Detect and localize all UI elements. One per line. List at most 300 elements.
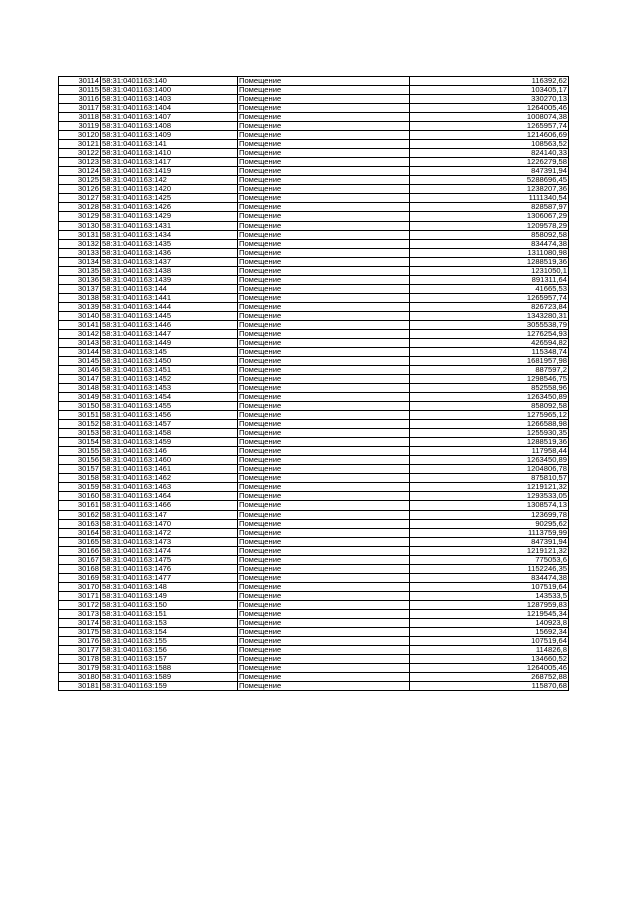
cadastral-value-cell: 858092,58 [410,402,569,411]
table-row [59,537,569,546]
table-row [59,519,569,528]
row-number-cell: 30164 [59,528,101,537]
table-row [59,356,569,365]
cadastral-value-cell: 1238207,36 [410,185,569,194]
object-type-cell: Помещение [238,682,410,691]
cadastral-value-cell: 828587,97 [410,203,569,212]
cadastral-number-cell: 58:31:0401163:1446 [101,320,238,329]
table-row [59,411,569,420]
row-number-cell: 30162 [59,510,101,519]
cadastral-value-cell: 1288519,36 [410,438,569,447]
cadastral-value-cell: 1204806,78 [410,465,569,474]
cadastral-number-cell: 58:31:0401163:150 [101,600,238,609]
cadastral-number-cell: 58:31:0401163:1431 [101,221,238,230]
cadastral-number-cell: 58:31:0401163:159 [101,682,238,691]
row-number-cell: 30144 [59,347,101,356]
cadastral-value-cell: 107519,64 [410,636,569,645]
object-type-cell: Помещение [238,113,410,122]
cadastral-value-cell: 1293533,05 [410,492,569,501]
table-row [59,302,569,311]
table-row [59,492,569,501]
row-number-cell: 30125 [59,176,101,185]
row-number-cell: 30158 [59,474,101,483]
cadastral-number-cell: 58:31:0401163:1475 [101,555,238,564]
cadastral-number-cell: 58:31:0401163:1435 [101,239,238,248]
cadastral-number-cell: 58:31:0401163:1466 [101,501,238,510]
row-number-cell: 30174 [59,618,101,627]
row-number-cell: 30149 [59,393,101,402]
table-row [59,618,569,627]
table-row [59,257,569,266]
cadastral-number-cell: 58:31:0401163:155 [101,636,238,645]
row-number-cell: 30139 [59,302,101,311]
cadastral-value-cell: 143533,5 [410,591,569,600]
cadastral-value-cell: 1275965,12 [410,411,569,420]
table-row [59,591,569,600]
cadastral-value-cell: 1214606,69 [410,131,569,140]
cadastral-value-cell: 1263450,89 [410,456,569,465]
table-row [59,375,569,384]
table-row [59,447,569,456]
row-number-cell: 30154 [59,438,101,447]
cadastral-value-cell: 115870,68 [410,682,569,691]
cadastral-number-cell: 58:31:0401163:1476 [101,564,238,573]
cadastral-value-cell: 834474,38 [410,239,569,248]
row-number-cell: 30126 [59,185,101,194]
cadastral-value-cell: 875810,57 [410,474,569,483]
cadastral-value-cell: 1113759,99 [410,528,569,537]
object-type-cell: Помещение [238,239,410,248]
object-type-cell: Помещение [238,366,410,375]
table-row [59,77,569,86]
object-type-cell: Помещение [238,627,410,636]
cadastral-number-cell: 58:31:0401163:153 [101,618,238,627]
object-type-cell: Помещение [238,185,410,194]
table-row [59,311,569,320]
cadastral-number-cell: 58:31:0401163:1404 [101,104,238,113]
table-row [59,510,569,519]
cadastral-number-cell: 58:31:0401163:1449 [101,338,238,347]
object-type-cell: Помещение [238,212,410,221]
cadastral-number-cell: 58:31:0401163:1417 [101,158,238,167]
cadastral-number-cell: 58:31:0401163:1451 [101,366,238,375]
object-type-cell: Помещение [238,257,410,266]
object-type-cell: Помещение [238,293,410,302]
object-type-cell: Помещение [238,176,410,185]
row-number-cell: 30176 [59,636,101,645]
cadastral-value-cell: 834474,38 [410,573,569,582]
row-number-cell: 30130 [59,221,101,230]
cadastral-number-cell: 58:31:0401163:156 [101,645,238,654]
cadastral-number-cell: 58:31:0401163:1459 [101,438,238,447]
table-row [59,338,569,347]
object-type-cell: Помещение [238,438,410,447]
object-type-cell: Помещение [238,636,410,645]
cadastral-value-cell: 1263450,89 [410,393,569,402]
table-row [59,113,569,122]
object-type-cell: Помещение [238,393,410,402]
cadastral-value-cell: 891311,64 [410,275,569,284]
cadastral-number-cell: 58:31:0401163:1461 [101,465,238,474]
object-type-cell: Помещение [238,573,410,582]
cadastral-number-cell: 58:31:0401163:1441 [101,293,238,302]
cadastral-number-cell: 58:31:0401163:141 [101,140,238,149]
cadastral-value-cell: 15692,34 [410,627,569,636]
cadastral-number-cell: 58:31:0401163:1410 [101,149,238,158]
object-type-cell: Помещение [238,149,410,158]
table-row [59,221,569,230]
table-row [59,429,569,438]
object-type-cell: Помещение [238,645,410,654]
object-type-cell: Помещение [238,420,410,429]
cadastral-number-cell: 58:31:0401163:1437 [101,257,238,266]
cadastral-number-cell: 58:31:0401163:1447 [101,329,238,338]
cadastral-value-cell: 123699,78 [410,510,569,519]
object-type-cell: Помещение [238,447,410,456]
object-type-cell: Помещение [238,655,410,664]
object-type-cell: Помещение [238,338,410,347]
cadastral-number-cell: 58:31:0401163:157 [101,655,238,664]
object-type-cell: Помещение [238,275,410,284]
cadastral-number-cell: 58:31:0401163:151 [101,609,238,618]
table-row [59,131,569,140]
row-number-cell: 30135 [59,266,101,275]
object-type-cell: Помещение [238,311,410,320]
cadastral-value-cell: 1343280,31 [410,311,569,320]
object-type-cell: Помещение [238,582,410,591]
object-type-cell: Помещение [238,483,410,492]
table-row [59,86,569,95]
row-number-cell: 30147 [59,375,101,384]
cadastral-number-cell: 58:31:0401163:1409 [101,131,238,140]
table-row [59,609,569,618]
object-type-cell: Помещение [238,456,410,465]
table-row [59,140,569,149]
row-number-cell: 30150 [59,402,101,411]
cadastral-number-cell: 58:31:0401163:1463 [101,483,238,492]
cadastral-value-table [58,76,569,691]
cadastral-value-cell: 117958,44 [410,447,569,456]
table-row [59,203,569,212]
row-number-cell: 30146 [59,366,101,375]
object-type-cell: Помещение [238,302,410,311]
row-number-cell: 30153 [59,429,101,438]
object-type-cell: Помещение [238,347,410,356]
row-number-cell: 30157 [59,465,101,474]
cadastral-number-cell: 58:31:0401163:1444 [101,302,238,311]
cadastral-value-cell: 1266588,98 [410,420,569,429]
cadastral-number-cell: 58:31:0401163:1473 [101,537,238,546]
cadastral-number-cell: 58:31:0401163:154 [101,627,238,636]
table-row [59,483,569,492]
row-number-cell: 30136 [59,275,101,284]
row-number-cell: 30169 [59,573,101,582]
cadastral-value-cell: 3055538,79 [410,320,569,329]
table-row [59,239,569,248]
object-type-cell: Помещение [238,86,410,95]
cadastral-number-cell: 58:31:0401163:1408 [101,122,238,131]
row-number-cell: 30120 [59,131,101,140]
table-row [59,347,569,356]
cadastral-number-cell: 58:31:0401163:1420 [101,185,238,194]
row-number-cell: 30175 [59,627,101,636]
cadastral-value-cell: 5288696,45 [410,176,569,185]
cadastral-value-cell: 426594,82 [410,338,569,347]
row-number-cell: 30177 [59,645,101,654]
table-row [59,474,569,483]
cadastral-value-cell: 108563,52 [410,140,569,149]
cadastral-number-cell: 58:31:0401163:1470 [101,519,238,528]
cadastral-value-cell: 107519,64 [410,582,569,591]
row-number-cell: 30148 [59,384,101,393]
cadastral-number-cell: 58:31:0401163:1474 [101,546,238,555]
cadastral-number-cell: 58:31:0401163:1425 [101,194,238,203]
cadastral-number-cell: 58:31:0401163:144 [101,284,238,293]
cadastral-number-cell: 58:31:0401163:1453 [101,384,238,393]
table-row [59,546,569,555]
cadastral-value-cell: 1209578,29 [410,221,569,230]
cadastral-value-cell: 268752,88 [410,673,569,682]
cadastral-number-cell: 58:31:0401163:1436 [101,248,238,257]
object-type-cell: Помещение [238,492,410,501]
cadastral-value-cell: 1219121,32 [410,546,569,555]
object-type-cell: Помещение [238,203,410,212]
cadastral-value-cell: 847391,94 [410,167,569,176]
cadastral-value-cell: 1111340,54 [410,194,569,203]
cadastral-value-cell: 90295,62 [410,519,569,528]
cadastral-value-cell: 114826,8 [410,645,569,654]
object-type-cell: Помещение [238,77,410,86]
cadastral-value-cell: 887597,2 [410,366,569,375]
cadastral-value-cell: 1226279,58 [410,158,569,167]
cadastral-number-cell: 58:31:0401163:1419 [101,167,238,176]
row-number-cell: 30152 [59,420,101,429]
object-type-cell: Помещение [238,537,410,546]
object-type-cell: Помещение [238,618,410,627]
table-body [59,77,569,691]
cadastral-value-cell: 1276254,93 [410,329,569,338]
row-number-cell: 30137 [59,284,101,293]
cadastral-value-cell: 115348,74 [410,347,569,356]
row-number-cell: 30165 [59,537,101,546]
object-type-cell: Помещение [238,131,410,140]
object-type-cell: Помещение [238,122,410,131]
row-number-cell: 30131 [59,230,101,239]
row-number-cell: 30173 [59,609,101,618]
row-number-cell: 30114 [59,77,101,86]
row-number-cell: 30161 [59,501,101,510]
row-number-cell: 30178 [59,655,101,664]
table-row [59,655,569,664]
cadastral-number-cell: 58:31:0401163:1426 [101,203,238,212]
object-type-cell: Помещение [238,474,410,483]
object-type-cell: Помещение [238,230,410,239]
table-row [59,149,569,158]
table-row [59,582,569,591]
object-type-cell: Помещение [238,501,410,510]
cadastral-number-cell: 58:31:0401163:1477 [101,573,238,582]
table-row [59,104,569,113]
row-number-cell: 30143 [59,338,101,347]
cadastral-number-cell: 58:31:0401163:149 [101,591,238,600]
cadastral-value-cell: 330270,13 [410,95,569,104]
cadastral-value-cell: 1306067,29 [410,212,569,221]
cadastral-value-cell: 41665,53 [410,284,569,293]
row-number-cell: 30138 [59,293,101,302]
object-type-cell: Помещение [238,248,410,257]
row-number-cell: 30121 [59,140,101,149]
cadastral-value-cell: 140923,8 [410,618,569,627]
object-type-cell: Помещение [238,600,410,609]
object-type-cell: Помещение [238,429,410,438]
row-number-cell: 30170 [59,582,101,591]
table-row [59,645,569,654]
row-number-cell: 30117 [59,104,101,113]
row-number-cell: 30123 [59,158,101,167]
row-number-cell: 30116 [59,95,101,104]
table-row [59,682,569,691]
object-type-cell: Помещение [238,104,410,113]
table-row [59,600,569,609]
row-number-cell: 30155 [59,447,101,456]
table-row [59,627,569,636]
cadastral-number-cell: 58:31:0401163:1438 [101,266,238,275]
cadastral-value-cell: 775053,6 [410,555,569,564]
cadastral-number-cell: 58:31:0401163:1457 [101,420,238,429]
table-row [59,122,569,131]
cadastral-number-cell: 58:31:0401163:1472 [101,528,238,537]
table-row [59,573,569,582]
cadastral-number-cell: 58:31:0401163:1445 [101,311,238,320]
cadastral-number-cell: 58:31:0401163:1456 [101,411,238,420]
cadastral-value-cell: 1219121,32 [410,483,569,492]
cadastral-number-cell: 58:31:0401163:1455 [101,402,238,411]
cadastral-value-cell: 852558,96 [410,384,569,393]
object-type-cell: Помещение [238,158,410,167]
table-row [59,402,569,411]
object-type-cell: Помещение [238,411,410,420]
row-number-cell: 30151 [59,411,101,420]
row-number-cell: 30160 [59,492,101,501]
object-type-cell: Помещение [238,402,410,411]
cadastral-value-cell: 1298546,75 [410,375,569,384]
object-type-cell: Помещение [238,140,410,149]
table-row [59,636,569,645]
cadastral-number-cell: 58:31:0401163:1454 [101,393,238,402]
table-row [59,320,569,329]
cadastral-number-cell: 58:31:0401163:1589 [101,673,238,682]
table-row [59,248,569,257]
table-row [59,501,569,510]
cadastral-value-cell: 1231050,1 [410,266,569,275]
cadastral-number-cell: 58:31:0401163:1407 [101,113,238,122]
table-row [59,185,569,194]
row-number-cell: 30129 [59,212,101,221]
table-row [59,329,569,338]
object-type-cell: Помещение [238,384,410,393]
cadastral-value-cell: 116392,62 [410,77,569,86]
row-number-cell: 30156 [59,456,101,465]
table-row [59,393,569,402]
table-row [59,275,569,284]
cadastral-value-cell: 1265957,74 [410,122,569,131]
table-row [59,176,569,185]
object-type-cell: Помещение [238,519,410,528]
object-type-cell: Помещение [238,95,410,104]
table-row [59,212,569,221]
row-number-cell: 30179 [59,664,101,673]
row-number-cell: 30124 [59,167,101,176]
table-row [59,167,569,176]
object-type-cell: Помещение [238,356,410,365]
table-row [59,420,569,429]
cadastral-number-cell: 58:31:0401163:1462 [101,474,238,483]
cadastral-value-cell: 1265957,74 [410,293,569,302]
cadastral-number-cell: 58:31:0401163:1403 [101,95,238,104]
table-row [59,95,569,104]
table-row [59,284,569,293]
cadastral-number-cell: 58:31:0401163:1434 [101,230,238,239]
table-row [59,366,569,375]
cadastral-value-cell: 1219545,34 [410,609,569,618]
row-number-cell: 30171 [59,591,101,600]
object-type-cell: Помещение [238,546,410,555]
table-row [59,384,569,393]
cadastral-number-cell: 58:31:0401163:148 [101,582,238,591]
table-row [59,266,569,275]
row-number-cell: 30145 [59,356,101,365]
cadastral-number-cell: 58:31:0401163:1464 [101,492,238,501]
table-row [59,230,569,239]
object-type-cell: Помещение [238,591,410,600]
row-number-cell: 30159 [59,483,101,492]
row-number-cell: 30127 [59,194,101,203]
row-number-cell: 30181 [59,682,101,691]
row-number-cell: 30132 [59,239,101,248]
row-number-cell: 30180 [59,673,101,682]
object-type-cell: Помещение [238,221,410,230]
row-number-cell: 30141 [59,320,101,329]
row-number-cell: 30118 [59,113,101,122]
cadastral-value-cell: 824140,33 [410,149,569,158]
cadastral-value-cell: 1008074,38 [410,113,569,122]
cadastral-value-cell: 1264005,46 [410,664,569,673]
cadastral-value-cell: 847391,94 [410,537,569,546]
cadastral-number-cell: 58:31:0401163:146 [101,447,238,456]
object-type-cell: Помещение [238,528,410,537]
object-type-cell: Помещение [238,167,410,176]
cadastral-number-cell: 58:31:0401163:147 [101,510,238,519]
row-number-cell: 30133 [59,248,101,257]
row-number-cell: 30172 [59,600,101,609]
object-type-cell: Помещение [238,664,410,673]
table-row [59,465,569,474]
object-type-cell: Помещение [238,555,410,564]
cadastral-number-cell: 58:31:0401163:1588 [101,664,238,673]
cadastral-value-cell: 1264005,46 [410,104,569,113]
cadastral-value-cell: 1288519,36 [410,257,569,266]
cadastral-number-cell: 58:31:0401163:1429 [101,212,238,221]
table-row [59,194,569,203]
object-type-cell: Помещение [238,564,410,573]
cadastral-number-cell: 58:31:0401163:1439 [101,275,238,284]
row-number-cell: 30134 [59,257,101,266]
cadastral-number-cell: 58:31:0401163:1452 [101,375,238,384]
cadastral-value-cell: 1287959,83 [410,600,569,609]
object-type-cell: Помещение [238,465,410,474]
cadastral-number-cell: 58:31:0401163:1458 [101,429,238,438]
object-type-cell: Помещение [238,510,410,519]
